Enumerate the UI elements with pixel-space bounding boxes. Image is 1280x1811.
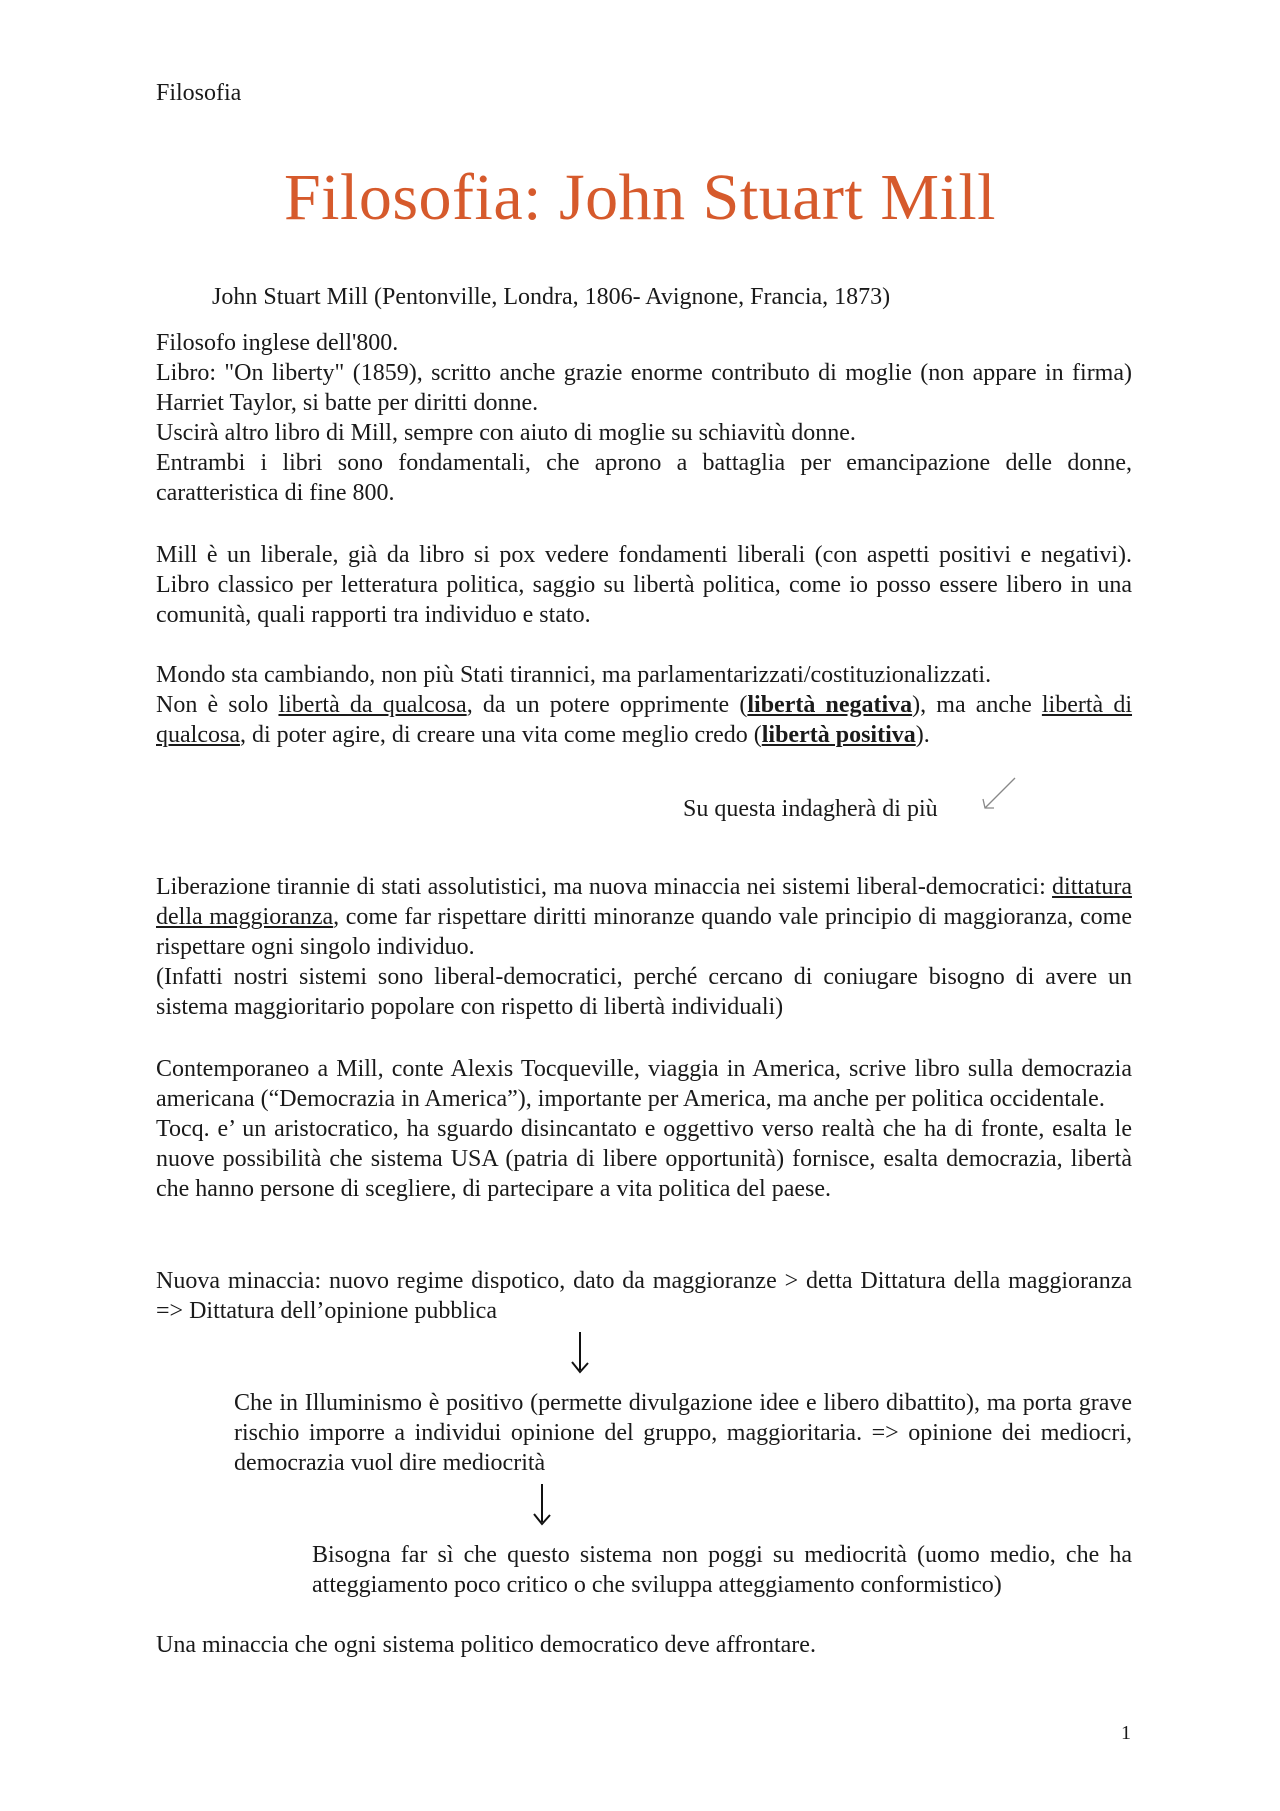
underlined-term: dittatura della maggioranza <box>156 874 1132 930</box>
bold-term-liberta-positiva: libertà positiva <box>761 722 916 748</box>
minaccia-paragraph <box>156 1266 1132 1326</box>
intro-paragraph <box>156 328 1132 508</box>
intro-line: Filosofo inglese dell'800. <box>156 330 399 356</box>
text-run: ), ma anche <box>912 692 1042 718</box>
paragraph-text: Contemporaneo a Mill, conte Alexis Tocqueville, viaggia in America, scrive libro sulla democrazia americana (“Democrazia in America”), importante per America, ma anche per politica occidentale. <box>156 1056 1132 1112</box>
down-arrow-icon <box>568 1330 592 1378</box>
text-run: Liberazione tirannie di stati assolutistici, ma nuova minaccia nei sistemi liberal-democratici: <box>156 874 1053 900</box>
paragraph-text: Mondo sta cambiando, non più Stati tirannici, ma parlamentarizzati/costituzionalizzati. <box>156 662 992 688</box>
down-arrow-icon <box>530 1482 554 1530</box>
liberale-paragraph <box>156 540 1132 630</box>
text-run: Non è solo <box>156 692 279 718</box>
page-number: 1 <box>1121 1722 1131 1744</box>
intro-line: Entrambi i libri sono fondamentali, che aprono a battaglia per emancipazione delle donne, caratteristica di fine 800. <box>156 450 1132 506</box>
intro-line: Libro: "On liberty" (1859), scritto anche grazie enorme contributo di moglie (non appare in firma) Harriet Taylor, si batte per diritti donne. <box>156 360 1132 416</box>
text-run: ). <box>915 722 930 748</box>
paragraph-text: Tocq. e’ un aristocratico, ha sguardo disincantato e oggettivo verso realtà che ha di fronte, esalta le nuove possibilità che sistema USA (patria di libere opportunità) fornisce, esalta democrazia, libertà che hanno persone di scegliere, di partecipare a vita politica del paese. <box>156 1116 1132 1202</box>
text-run: , da un potere opprimente ( <box>466 692 748 718</box>
paragraph-text: Bisogna far sì che questo sistema non poggi su mediocrità (uomo medio, che ha atteggiamento poco critico o che sviluppa atteggiamento conformistico) <box>312 1542 1132 1598</box>
paragraph-text: (Infatti nostri sistemi sono liberal-democratici, perché cercano di coniugare bisogno di avere un sistema maggioritario popolare con rispetto di libertà individuali) <box>156 964 1132 1020</box>
subtitle: John Stuart Mill (Pentonville, Londra, 1806- Avignone, Francia, 1873) <box>212 284 891 310</box>
text-run: , come far rispettare diritti minoranze quando vale principio di maggioranza, come rispettare ogni singolo individuo. <box>156 904 1132 960</box>
bisogna-paragraph <box>312 1540 1132 1600</box>
diagonal-arrow-icon <box>975 775 1020 815</box>
text-run: , di poter agire, di creare una vita come meglio credo ( <box>239 722 762 748</box>
paragraph-text: Che in Illuminismo è positivo (permette divulgazione idee e libero dibattito), ma porta grave rischio imporre a individui opinione del gruppo, maggioritaria. => opinione dei mediocri, democrazia vuol dire mediocrità <box>234 1390 1132 1476</box>
illuminismo-paragraph <box>234 1388 1132 1478</box>
conclusione-paragraph <box>156 1630 1132 1660</box>
side-note: Su questa indagherà di più <box>683 796 938 822</box>
paragraph-text: Una minaccia che ogni sistema politico democratico deve affrontare. <box>156 1632 816 1658</box>
page-header: Filosofia <box>156 80 242 106</box>
tocqueville-paragraph <box>156 1054 1132 1204</box>
paragraph-text: Mill è un liberale, già da libro si pox vedere fondamenti liberali (con aspetti positivi e negativi). Libro classico per letteratura politica, saggio su libertà politica, come io posso essere libero in una comunità, quali rapporti tra individuo e stato. <box>156 542 1132 628</box>
paragraph-text: Nuova minaccia: nuovo regime dispotico, dato da maggioranze > detta Dittatura della maggioranza => Dittatura dell’opinione pubblica <box>156 1268 1132 1324</box>
page-title: Filosofia: John Stuart Mill <box>283 161 997 234</box>
paragraph-text <box>156 872 1132 962</box>
underlined-term: libertà di qualcosa <box>156 692 1133 748</box>
underlined-term: libertà da qualcosa <box>278 692 467 718</box>
liberta-paragraph <box>156 690 1132 750</box>
liberazione-paragraph <box>156 872 1132 1022</box>
bold-term-liberta-negativa: libertà negativa <box>747 692 913 718</box>
mondo-paragraph <box>156 660 1132 750</box>
intro-line: Uscirà altro libro di Mill, sempre con aiuto di moglie su schiavitù donne. <box>156 420 856 446</box>
